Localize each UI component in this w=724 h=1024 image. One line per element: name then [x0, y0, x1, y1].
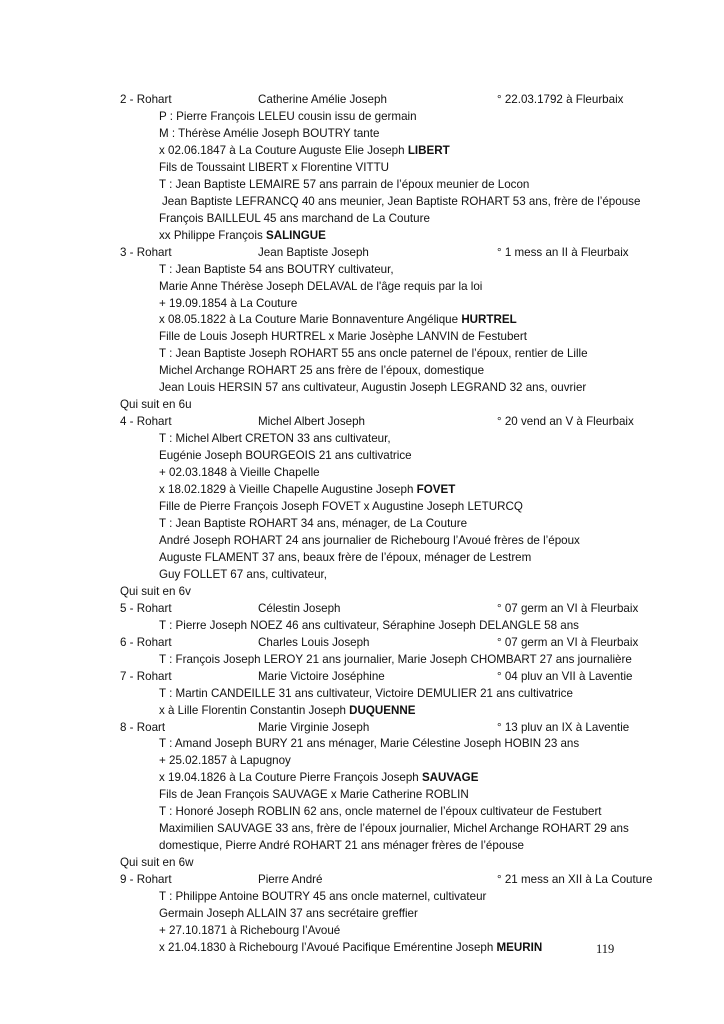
record-line — [159, 177, 529, 193]
line-text: x 19.04.1826 à La Couture Pierre François Joseph — [159, 771, 422, 785]
record-line — [159, 448, 412, 464]
birth-info: ° 13 pluv an IX à Laventie — [497, 720, 630, 734]
line-text: Fils de Toussaint LIBERT x Florentine VITTU — [159, 160, 390, 174]
entry-number: 2 - Rohart — [120, 93, 172, 106]
record-line — [162, 194, 640, 210]
person-name: Pierre André — [258, 873, 323, 887]
line-text: Marie Anne Thérèse Joseph DELAVAL de l'âge requis par la loi — [159, 279, 483, 293]
record-line — [159, 431, 391, 447]
line-text: xx Philippe François — [159, 228, 266, 242]
line-text: Germain Joseph ALLAIN 37 ans secrétaire greffier — [159, 907, 418, 921]
line-text: P : Pierre François LELEU cousin issu de germain — [159, 109, 417, 123]
record-line — [159, 516, 467, 532]
record-line — [159, 889, 486, 905]
spouse-surname: SALINGUE — [265, 228, 326, 242]
line-text: x à Lille Florentin Constantin Joseph — [159, 703, 350, 717]
line-text: domestique, Pierre André ROHART 21 ans ménager frères de l’épouse — [159, 839, 524, 853]
line-text: x 21.04.1830 à Richebourg l’Avoué Pacifique Emérentine Joseph — [159, 941, 497, 954]
record-line — [159, 686, 573, 702]
record-line — [159, 329, 527, 345]
spouse-surname: FOVET — [416, 483, 456, 497]
entry-number: 9 - Rohart — [120, 873, 172, 887]
line-text: Fille de Louis Joseph HURTREL x Marie Josèphe LANVIN de Festubert — [159, 330, 527, 344]
page-number: 119 — [596, 942, 615, 956]
line-text: x 18.02.1829 à Vieille Chapelle Augustine Joseph — [159, 483, 417, 497]
line-text: T : Martin CANDEILLE 31 ans cultivateur, Victoire DEMULIER 21 ans cultivatrice — [159, 686, 573, 700]
person-name: Catherine Amélie Joseph — [258, 93, 387, 106]
record-line — [159, 499, 523, 515]
line-text: Qui suit en 6w — [120, 856, 194, 870]
line-text: + 02.03.1848 à Vieille Chapelle — [159, 466, 320, 480]
person-name: Charles Louis Joseph — [258, 635, 370, 649]
record-line — [159, 567, 327, 583]
birth-info: ° 1 mess an II à Fleurbaix — [497, 245, 629, 259]
record-line — [159, 787, 469, 803]
line-text: Michel Archange ROHART 25 ans frère de l’époux, domestique — [159, 364, 485, 378]
continuation-note — [120, 397, 192, 413]
record-line — [159, 363, 484, 379]
record-line — [159, 533, 580, 549]
record-line — [159, 923, 340, 939]
person-name: Célestin Joseph — [258, 601, 341, 615]
record-line — [159, 550, 531, 566]
record-line — [159, 906, 418, 922]
line-text: T : Jean Baptiste ROHART 34 ans, ménager, de La Couture — [159, 517, 468, 530]
line-text: T : Jean Baptiste 54 ans BOUTRY cultivateur, — [159, 262, 394, 276]
continuation-note — [120, 584, 191, 600]
line-text: T : Jean Baptiste LEMAIRE 57 ans parrain de l’époux meunier de Locon — [159, 177, 530, 191]
record-line — [159, 211, 430, 227]
entry-header — [120, 601, 680, 617]
entry-header — [120, 245, 680, 261]
entry-number: 3 - Rohart — [120, 245, 172, 259]
record-line — [159, 838, 524, 854]
spouse-surname: LIBERT — [407, 143, 450, 157]
entry-header — [120, 669, 680, 685]
line-text: x 02.06.1847 à La Couture Auguste Elie Joseph — [159, 143, 408, 157]
person-name: Marie Virginie Joseph — [258, 720, 370, 734]
line-text: Fils de Jean François SAUVAGE x Marie Catherine ROBLIN — [159, 788, 469, 802]
entry-number: 7 - Rohart — [120, 669, 172, 683]
record-line — [159, 380, 586, 396]
line-text: Jean Louis HERSIN 57 ans cultivateur, Augustin Joseph LEGRAND 32 ans, ouvrier — [159, 381, 587, 395]
line-text: T : Pierre Joseph NOEZ 46 ans cultivateur, Séraphine Joseph DELANGLE 58 ans — [159, 618, 579, 632]
line-text: Jean Baptiste LEFRANCQ 40 ans meunier, Jean Baptiste ROHART 53 ans, frère de l’épouse — [162, 194, 641, 208]
line-text: Qui suit en 6u — [120, 398, 192, 412]
line-text: T : Honoré Joseph ROBLIN 62 ans, oncle maternel de l’époux cultivateur de Festubert — [159, 805, 602, 819]
line-text: T : Amand Joseph BURY 21 ans ménager, Marie Célestine Joseph HOBIN 23 ans — [159, 737, 580, 751]
record-line — [159, 262, 394, 278]
entry-header — [120, 720, 680, 736]
record-line — [159, 770, 478, 786]
record-line — [159, 753, 291, 769]
entry-number: 5 - Rohart — [120, 601, 172, 615]
entry-number: 8 - Roart — [120, 720, 166, 734]
entry-header — [120, 92, 680, 108]
line-text: + 19.09.1854 à La Couture — [159, 296, 298, 310]
record-line — [159, 804, 602, 820]
record-line — [159, 736, 579, 752]
person-name: Jean Baptiste Joseph — [258, 245, 369, 259]
record-line — [159, 346, 588, 362]
spouse-surname: MEURIN — [496, 941, 543, 954]
birth-info: ° 07 germ an VI à Fleurbaix — [497, 635, 639, 649]
birth-info: ° 07 germ an VI à Fleurbaix — [497, 601, 639, 615]
record-line — [159, 940, 542, 956]
record-line — [159, 821, 629, 837]
record-line — [159, 279, 482, 295]
birth-info: ° 22.03.1792 à Fleurbaix — [497, 93, 624, 106]
line-text: André Joseph ROHART 24 ans journalier de Richebourg l’Avoué frères de l’époux — [159, 533, 580, 547]
line-text: T : François Joseph LEROY 21 ans journalier, Marie Joseph CHOMBART 27 ans journalière — [159, 652, 632, 666]
entry-header — [120, 872, 680, 888]
record-line — [159, 228, 326, 244]
birth-info: ° 04 pluv an VII à Laventie — [497, 669, 633, 683]
record-line — [159, 703, 415, 719]
record-line — [159, 296, 297, 312]
entry-header — [120, 414, 680, 430]
line-text: François BAILLEUL 45 ans marchand de La Couture — [159, 211, 430, 225]
spouse-surname: DUQUENNE — [349, 703, 416, 717]
birth-info: ° 20 vend an V à Fleurbaix — [497, 415, 634, 429]
person-name: Marie Victoire Joséphine — [258, 669, 385, 683]
line-text: Qui suit en 6v — [120, 584, 191, 598]
line-text: + 25.02.1857 à Lapugnoy — [159, 754, 291, 768]
entry-number: 4 - Rohart — [120, 415, 172, 429]
line-text: Auguste FLAMENT 37 ans, beaux frère de l’époux, ménager de Lestrem — [159, 550, 532, 564]
continuation-note — [120, 855, 193, 871]
line-text: T : Michel Albert CRETON 33 ans cultivateur, — [159, 432, 391, 446]
entry-header — [120, 635, 680, 651]
record-line — [159, 465, 320, 481]
record-line — [159, 109, 417, 125]
spouse-surname: HURTREL — [461, 313, 517, 327]
record-line — [159, 160, 389, 176]
record-line — [159, 126, 379, 142]
person-name: Michel Albert Joseph — [258, 415, 365, 429]
line-text: Fille de Pierre François Joseph FOVET x Augustine Joseph LETURCQ — [159, 500, 523, 514]
line-text: M : Thérèse Amélie Joseph BOUTRY tante — [159, 126, 380, 140]
line-text: + 27.10.1871 à Richebourg l’Avoué — [159, 924, 341, 938]
line-text: T : Jean Baptiste Joseph ROHART 55 ans oncle paternel de l’époux, rentier de Lille — [159, 347, 588, 361]
line-text: Eugénie Joseph BOURGEOIS 21 ans cultivatrice — [159, 449, 412, 463]
line-text: Guy FOLLET 67 ans, cultivateur, — [159, 567, 327, 581]
line-text: T : Philippe Antoine BOUTRY 45 ans oncle maternel, cultivateur — [159, 890, 487, 904]
spouse-surname: SAUVAGE — [421, 771, 479, 785]
record-line — [159, 618, 579, 634]
line-text: Maximilien SAUVAGE 33 ans, frère de l’époux journalier, Michel Archange ROHART 29 ans — [159, 822, 629, 836]
record-line — [159, 143, 450, 159]
record-line — [159, 312, 517, 328]
line-text: x 08.05.1822 à La Couture Marie Bonnaventure Angélique — [159, 313, 462, 327]
birth-info: ° 21 mess an XII à La Couture — [497, 873, 653, 887]
record-line — [159, 482, 455, 498]
record-line — [159, 652, 632, 668]
entry-number: 6 - Rohart — [120, 635, 172, 649]
